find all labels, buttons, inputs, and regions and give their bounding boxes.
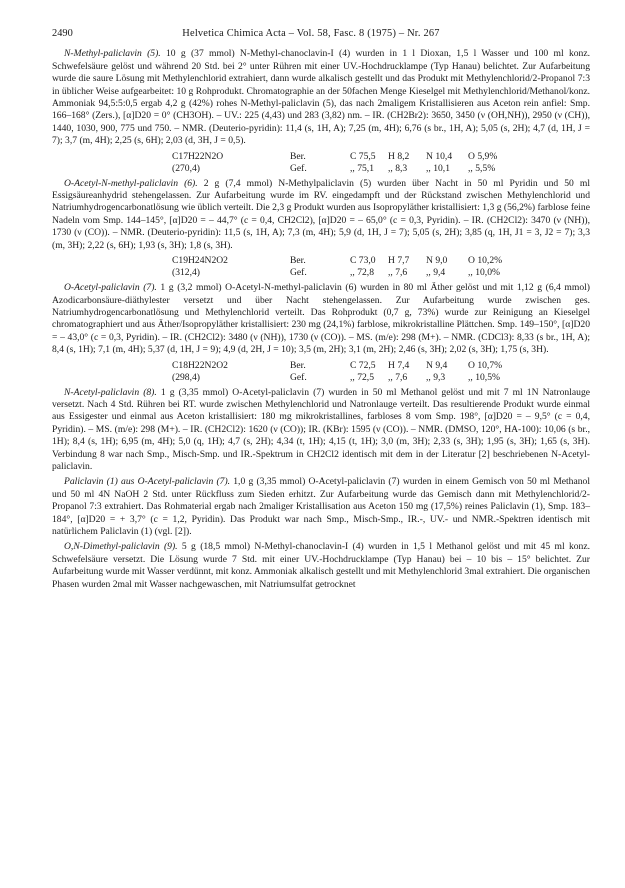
found-value: ,, 72,8 — [350, 267, 374, 279]
journal-page — [52, 28, 590, 591]
section-body: 2 g (7,4 mmol) N-Methylpaliclavin (5) wurden über Nacht in 50 ml Pyridin und 50 ml Essigsäureanhydrid stehengelassen. Zur Aufarbeitung wurde im RV. eingedampft und der Rückstand zwischen Methylenchlorid und Natriumhydrogencarbonatlösung wie üblich verteilt. Die 2,3 g Produkt wurden aus Isopropyläther kristallisiert: 1,3 g (56,2%) farblose feine Nadeln vom Smp. 144–145°, [α]D20 = – 44,7° (c = 0,4, CH2Cl2), [α]D20 = – 65,0° (c = 0,3, Pyridin). – IR. (CH2Cl2): 3470 (ν (NH)), 1730 (ν (CO)). – NMR. (Deuterio-pyridin): 11,5 (s, 1H, A); 7,3 (m, 4H); 5,9 (d, 1H, J = 7); 5,05 (s, 2H); 3,85 (q, 1H, J1 = 3, J2 = 7); 3,3 (m, 3H); 2,22 (s, 6H); 1,93 (s, 3H); 1,8 (s, 3H). — [52, 177, 590, 251]
section-o-acetyl-n-methyl-paliclavin — [52, 178, 590, 252]
section-title: Paliclavin (1) aus O-Acetyl-paliclavin (7). — [64, 476, 231, 488]
found-value: ,, 10,1 — [426, 162, 450, 174]
found-value: ,, 8,3 — [388, 162, 408, 174]
elemental-analysis — [52, 360, 590, 384]
formula: C17H22N2O — [172, 150, 224, 162]
found-value: ,, 9,3 — [426, 371, 446, 383]
section-title: O-Acetyl-paliclavin (7). — [64, 282, 157, 294]
section-n-acetyl-paliclavin — [52, 387, 590, 474]
section-o-n-dimethyl-paliclavin — [52, 541, 590, 591]
found-label: Gef. — [290, 162, 307, 174]
calc-value: H 7,4 — [388, 359, 410, 371]
section-body: 1,0 g (3,35 mmol) O-Acetyl-paliclavin (7) wurden in einem Gemisch von 50 ml Methanol und 50 ml 4N NaOH 2 Std. unter Rückfluss zum Sieden erhitzt. Zur Aufarbeitung wurde das Gemisch dann mit Methylenchlorid/2-Propanol 7:3 extrahiert. Das Rohmaterial ergab nach 2maliger Kristallisation aus Aceton 150 mg (17,5%) reines Paliclavin (1), Smp. 183–184°, [α]D20 = + 3,7° (c = 1,2, Pyridin). Das Produkt war nach Smp., Misch-Smp., IR.-, UV.- und NMR.-Spektren identisch mit natürlichem Paliclavin (1) (vgl. [2]). — [52, 476, 590, 537]
section-body: 1 g (3,2 mmol) O-Acetyl-N-methyl-paliclavin (6) wurden in 80 ml Äther gelöst und mit 1,12 g (6,4 mmol) Azodicarbonsäure-diäthylester versetzt und über Nacht stehengelassen. Zur Aufarbeitung wurde zwischen ges. Natriumhydrogencarbonatlösung und Methylenchlorid verteilt. Das Rohprodukt (0,7 g, 73%) wurde zur Reinigung an Kieselgel chromatographiert und aus Äther/Isopropyläther kristallisiert: 230 mg (24,1%) farblose, mikrokristalline Plättchen. Smp. 149–150°, [α]D20 = – 43,0° (c = 0,3, Pyridin). – IR. (CH2Cl2): 3480 (ν (NH)), 1730 (ν (CO)). – MS. (m/e): 298 (M+). – NMR. (CDCl3): 8,33 (s br., 1H, A); 8,4 (s, 1H); 7,1 (m, 4H); 5,37 (d, 1H, J = 9); 4,9 (d, 2H, J = 10); 3,5 (m, 2H); 3,1 (m, 2H); 2,46 (s, 3H); 2,02 (s, 3H); 1,75 (s, 3H). — [52, 282, 590, 356]
calc-value: O 10,2% — [468, 255, 503, 267]
found-value: ,, 7,6 — [388, 267, 408, 279]
section-paliclavin — [52, 476, 590, 538]
page-number: 2490 — [52, 28, 73, 39]
calc-label: Ber. — [290, 150, 306, 162]
found-value: ,, 7,6 — [388, 371, 408, 383]
section-title: N-Methyl-paliclavin (5). — [64, 48, 161, 60]
found-value: ,, 9,4 — [426, 267, 446, 279]
section-body: 5 g (18,5 mmol) N-Methyl-chanoclavin-I (4) wurden in 1,5 l Methanol gelöst und mit 45 ml konz. Schwefelsäure versetzt. Die Lösung wurde 7 Std. mit einer UV.-Hochdrucklampe (Typ Hanau) bei – 10 bis – 15° belichtet. Zur Aufarbeitung wurde mit Wasser verdünnt, mit konz. Ammoniak alkalisch gestellt und mit Methylenchlorid 3mal extrahiert. Die organischen Phasen wurden 2mal mit Wasser nachgewaschen, mit Natriumsulfat getrocknet — [52, 541, 590, 590]
formula: C19H24N2O2 — [172, 255, 228, 267]
section-n-methyl-paliclavin — [52, 48, 590, 147]
calc-value: N 9,4 — [426, 359, 448, 371]
calc-label: Ber. — [290, 359, 306, 371]
formula: C18H22N2O2 — [172, 359, 228, 371]
found-value: ,, 5,5% — [468, 162, 496, 174]
found-label: Gef. — [290, 267, 307, 279]
calc-value: C 72,5 — [350, 359, 376, 371]
section-body: 1 g (3,35 mmol) O-Acetyl-paliclavin (7) wurden in 50 ml Methanol gelöst und mit 7 ml 1N Natronlauge versetzt. Nach 4 Std. Rühren bei RT. wurde zwischen Methylenchlorid und Natronlauge verteilt. Das resultierende Produkt wurde einmal aus Essigester und einmal aus Aceton kristallisiert: 180 mg mikrokristallines, farbloses 8 vom Smp. 198°, [α]D20 = – 9,5° (c = 0,4, Pyridin). – MS. (m/e): 298 (M+). – IR. (CH2Cl2): 1620 (ν (CO)); IR. (KBr): 1595 (ν (CO)). – NMR. (DMSO, 120°, HA-100): 10,06 (s br., 1H); 8,4 (s, 1H); 6,95 (m, 4H); 5,0 (q, 1H); 4,7 (s, 2H); 4,34 (t, 1H); 4,15 (t, 1H); 3,0 (m, 3H); 2,33 (s, 3H); 1,95 (s, 3H); 1,65 (s, 3H). Verbindung 8 war nach Smp., Misch-Smp. und IR.-Spektrum in CH2Cl2 identisch mit dem in der Literatur [2] beschriebenen N-Acetyl-paliclavin. — [52, 386, 590, 472]
journal-title: Helvetica Chimica Acta – Vol. 58, Fasc. 8 (1975) – Nr. 267 — [182, 28, 440, 39]
running-header — [52, 28, 590, 40]
section-title: N-Acetyl-paliclavin (8). — [64, 386, 157, 398]
found-value: ,, 10,5% — [468, 371, 500, 383]
section-title: O-Acetyl-N-methyl-paliclavin (6). — [64, 177, 198, 189]
molar-mass: (270,4) — [172, 162, 200, 174]
section-body: 10 g (37 mmol) N-Methyl-chanoclavin-I (4) wurden in 1 l Dioxan, 1,5 l Wasser und 100 ml konz. Schwefelsäure gelöst und während 20 Std. bei 2° unter Rühren mit einer UV.-Hochdrucklampe (Typ Hanau) belichtet. Zur Aufarbeitung wurde die saure Lösung mit Methylenchlorid extrahiert, dann wurde alkalisch gestellt und das Produkt mit Methylenchlorid/2-Propanol 7:3 in üblicher Weise aufgearbeitet: 10 g Rohprodukt. Chromatographie an der 50fachen Menge Kieselgel mit Methylenchlorid/Methanol/konz. Ammoniak 94,5:5:0,5 ergab 4,2 g (42%) rohes N-Methyl-paliclavin (5), das nach 2maligem Kristallisieren aus Aceton rein anfiel: Smp. 166–168° (Zers.), [α]D20 = 0° (CH3OH). – UV.: 225 (4,43) und 283 (3,82) nm. – IR. (CH2Br2): 3650, 3450 (ν (OH,NH)), 2950 (ν (CH)), 1440, 1030, 900, 775 und 750. – NMR. (Deuterio-pyridin): 11,4 (s, 1H, A); 7,25 (m, 4H); 6,76 (s br., 1H, A); 5,05 (s, 2H); 4,7 (d, 1H, J = 7); 3,7 (m, 4H); 2,25 (s, 6H); 2,03 (d, 3H, J = 0,5). — [52, 48, 590, 147]
calc-value: H 7,7 — [388, 255, 410, 267]
found-label: Gef. — [290, 371, 307, 383]
calc-label: Ber. — [290, 255, 306, 267]
calc-value: H 8,2 — [388, 150, 410, 162]
elemental-analysis — [52, 151, 590, 175]
calc-value: O 10,7% — [468, 359, 503, 371]
calc-value: C 75,5 — [350, 150, 376, 162]
calc-value: N 10,4 — [426, 150, 453, 162]
section-title: O,N-Dimethyl-paliclavin (9). — [64, 541, 178, 553]
calc-value: N 9,0 — [426, 255, 448, 267]
elemental-analysis — [52, 255, 590, 279]
found-value: ,, 72,5 — [350, 371, 374, 383]
molar-mass: (298,4) — [172, 371, 200, 383]
found-value: ,, 10,0% — [468, 267, 500, 279]
section-o-acetyl-paliclavin — [52, 282, 590, 356]
found-value: ,, 75,1 — [350, 162, 374, 174]
molar-mass: (312,4) — [172, 267, 200, 279]
calc-value: O 5,9% — [468, 150, 498, 162]
calc-value: C 73,0 — [350, 255, 376, 267]
